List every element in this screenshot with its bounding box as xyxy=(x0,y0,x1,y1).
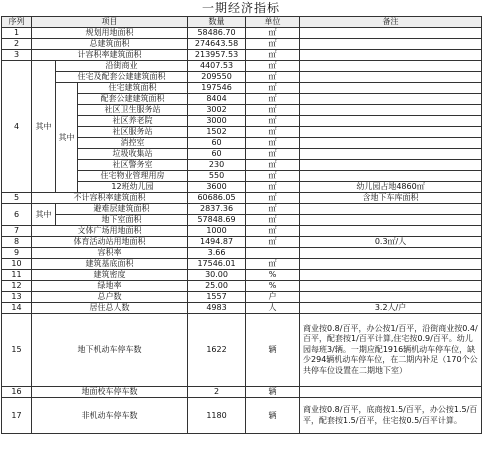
row-unit: ㎡ xyxy=(246,171,300,182)
row-item: 总户数 xyxy=(32,292,188,303)
table-row xyxy=(2,215,482,226)
row-item: 规划用地面积 xyxy=(32,28,188,39)
row-unit: ㎡ xyxy=(246,39,300,50)
table-row xyxy=(2,292,482,303)
group-label: 其中 xyxy=(32,61,56,193)
header-item: 项目 xyxy=(32,17,188,28)
row-note xyxy=(300,171,482,182)
row-item: 绿地率 xyxy=(32,281,188,292)
row-qty: 25.00 xyxy=(188,281,246,292)
row-seq: 5 xyxy=(2,193,32,204)
row-qty: 60 xyxy=(188,149,246,160)
row-unit: ㎡ xyxy=(246,116,300,127)
row-item: 住宅及配套公建建筑面积 xyxy=(56,72,188,83)
table-row xyxy=(2,193,482,204)
row-seq: 14 xyxy=(2,303,32,314)
row-note: 商业按0.8/百平，办公按1/百平，沿街商业按0.4/百平，配套按1/百平计算,住宅按0.9/百平。幼儿园每班3/辆。一期应配1916辆机动车停车位，缺少294辆机动车停车位，在二期内补足（170个公共停车位设置在二期地下室） xyxy=(300,314,482,387)
table-row xyxy=(2,50,482,61)
row-note: 0.3㎡/人 xyxy=(300,237,482,248)
table-row xyxy=(2,387,482,398)
row-item: 建筑密度 xyxy=(32,270,188,281)
row-note xyxy=(300,138,482,149)
row-unit: % xyxy=(246,270,300,281)
table-row xyxy=(2,28,482,39)
row-seq: 12 xyxy=(2,281,32,292)
row-seq: 11 xyxy=(2,270,32,281)
row-seq: 2 xyxy=(2,39,32,50)
row-item: 社区服务站 xyxy=(78,127,188,138)
row-qty: 2837.36 xyxy=(188,204,246,215)
table-row xyxy=(2,61,482,72)
row-qty: 60 xyxy=(188,138,246,149)
header-unit: 单位 xyxy=(246,17,300,28)
header-qty: 数量 xyxy=(188,17,246,28)
table-row xyxy=(2,39,482,50)
header-note: 备注 xyxy=(300,17,482,28)
row-item: 住宅建筑面积 xyxy=(78,83,188,94)
row-item: 沿街商业 xyxy=(56,61,188,72)
table-row xyxy=(2,281,482,292)
row-note xyxy=(300,215,482,226)
row-qty: 58486.70 xyxy=(188,28,246,39)
row-note xyxy=(300,83,482,94)
row-item: 计容积率建筑面积 xyxy=(32,50,188,61)
row-seq: 3 xyxy=(2,50,32,61)
row-note xyxy=(300,226,482,237)
row-seq: 13 xyxy=(2,292,32,303)
header-row xyxy=(2,17,482,28)
row-seq: 16 xyxy=(2,387,32,398)
economic-indicator-table xyxy=(1,16,482,434)
table-row xyxy=(2,226,482,237)
row-note xyxy=(300,50,482,61)
row-item: 配套公建建筑面积 xyxy=(78,94,188,105)
row-seq: 4 xyxy=(2,61,32,193)
row-note xyxy=(300,248,482,259)
row-seq: 9 xyxy=(2,248,32,259)
row-qty: 213957.53 xyxy=(188,50,246,61)
row-item: 地下机动车停车数 xyxy=(32,314,188,387)
row-note: 3.2人/户 xyxy=(300,303,482,314)
row-item: 建筑基底面积 xyxy=(32,259,188,270)
row-unit: ㎡ xyxy=(246,61,300,72)
row-unit: ㎡ xyxy=(246,259,300,270)
row-item: 体育活动站用地面积 xyxy=(32,237,188,248)
row-qty: 1502 xyxy=(188,127,246,138)
row-qty: 1557 xyxy=(188,292,246,303)
table-row xyxy=(2,237,482,248)
row-item: 社区养老院 xyxy=(78,116,188,127)
row-note xyxy=(300,105,482,116)
row-note xyxy=(300,259,482,270)
row-unit: 辆 xyxy=(246,398,300,434)
row-seq: 7 xyxy=(2,226,32,237)
row-item: 容积率 xyxy=(32,248,188,259)
row-item: 不计容积率建筑面积 xyxy=(32,193,188,204)
page-title: 一期经济指标 xyxy=(201,1,280,15)
row-unit: ㎡ xyxy=(246,83,300,94)
row-note xyxy=(300,61,482,72)
row-unit: ㎡ xyxy=(246,149,300,160)
row-unit: ㎡ xyxy=(246,193,300,204)
row-item: 垃圾收集站 xyxy=(78,149,188,160)
row-qty: 4983 xyxy=(188,303,246,314)
row-unit: 人 xyxy=(246,303,300,314)
row-item: 住宅物业管理用房 xyxy=(78,171,188,182)
row-qty: 3002 xyxy=(188,105,246,116)
row-unit: 辆 xyxy=(246,314,300,387)
row-unit xyxy=(246,248,300,259)
row-note xyxy=(300,292,482,303)
row-unit: ㎡ xyxy=(246,204,300,215)
row-unit: 户 xyxy=(246,292,300,303)
table-row xyxy=(2,204,482,215)
row-qty: 17546.01 xyxy=(188,259,246,270)
row-note xyxy=(300,116,482,127)
row-qty: 1180 xyxy=(188,398,246,434)
row-note xyxy=(300,281,482,292)
subgroup-label: 其中 xyxy=(56,83,78,193)
row-unit: ㎡ xyxy=(246,138,300,149)
row-seq: 15 xyxy=(2,314,32,387)
row-note xyxy=(300,28,482,39)
row-item: 消控室 xyxy=(78,138,188,149)
row-note: 含地下车库面积 xyxy=(300,193,482,204)
row-unit: ㎡ xyxy=(246,215,300,226)
row-item: 总建筑面积 xyxy=(32,39,188,50)
row-qty: 550 xyxy=(188,171,246,182)
row-unit: ㎡ xyxy=(246,127,300,138)
row-item: 地下室面积 xyxy=(56,215,188,226)
row-unit: ㎡ xyxy=(246,72,300,83)
row-note xyxy=(300,160,482,171)
table-row xyxy=(2,270,482,281)
row-unit: ㎡ xyxy=(246,237,300,248)
row-note: 幼儿园占地4860㎡ xyxy=(300,182,482,193)
row-note xyxy=(300,39,482,50)
table-row xyxy=(2,248,482,259)
table-row xyxy=(2,259,482,270)
row-note xyxy=(300,127,482,138)
row-unit: ㎡ xyxy=(246,182,300,193)
row-unit: ㎡ xyxy=(246,50,300,61)
row-qty: 274643.58 xyxy=(188,39,246,50)
row-qty: 230 xyxy=(188,160,246,171)
table-row xyxy=(2,314,482,387)
row-unit: ㎡ xyxy=(246,105,300,116)
row-item: 非机动车停车数 xyxy=(32,398,188,434)
row-qty: 197546 xyxy=(188,83,246,94)
row-qty: 8404 xyxy=(188,94,246,105)
row-item: 居住总人数 xyxy=(32,303,188,314)
row-unit: ㎡ xyxy=(246,160,300,171)
row-qty: 209550 xyxy=(188,72,246,83)
row-note xyxy=(300,149,482,160)
row-qty: 3.66 xyxy=(188,248,246,259)
row-qty: 1622 xyxy=(188,314,246,387)
row-qty: 57848.69 xyxy=(188,215,246,226)
row-item: 12班幼儿园 xyxy=(78,182,188,193)
group-label: 其中 xyxy=(32,204,56,226)
row-item: 地面校车停车数 xyxy=(32,387,188,398)
row-item: 避难层建筑面积 xyxy=(56,204,188,215)
row-item: 文体广场用地面积 xyxy=(32,226,188,237)
table-row xyxy=(2,303,482,314)
row-seq: 6 xyxy=(2,204,32,226)
table-row xyxy=(2,72,482,83)
row-note xyxy=(300,270,482,281)
row-note xyxy=(300,387,482,398)
row-note xyxy=(300,94,482,105)
row-seq: 1 xyxy=(2,28,32,39)
row-seq: 10 xyxy=(2,259,32,270)
row-seq: 8 xyxy=(2,237,32,248)
row-item: 社区警务室 xyxy=(78,160,188,171)
row-unit: ㎡ xyxy=(246,226,300,237)
row-qty: 3000 xyxy=(188,116,246,127)
row-qty: 3600 xyxy=(188,182,246,193)
row-seq: 17 xyxy=(2,398,32,434)
row-item: 社区卫生服务站 xyxy=(78,105,188,116)
table-row xyxy=(2,398,482,434)
row-qty: 4407.53 xyxy=(188,61,246,72)
row-unit: % xyxy=(246,281,300,292)
row-qty: 1494.87 xyxy=(188,237,246,248)
header-seq: 序列 xyxy=(2,17,32,28)
row-note xyxy=(300,204,482,215)
row-qty: 1000 xyxy=(188,226,246,237)
row-note: 商业按0.8/百平，底商按1.5/百平，办公按1.5/百平，配套按1.5/百平，住宅按0.5/百平计算。 xyxy=(300,398,482,434)
row-unit: ㎡ xyxy=(246,28,300,39)
row-qty: 60686.05 xyxy=(188,193,246,204)
row-note xyxy=(300,72,482,83)
row-unit: 辆 xyxy=(246,387,300,398)
row-unit: ㎡ xyxy=(246,94,300,105)
row-qty: 30.00 xyxy=(188,270,246,281)
table-row xyxy=(2,83,482,94)
row-qty: 2 xyxy=(188,387,246,398)
